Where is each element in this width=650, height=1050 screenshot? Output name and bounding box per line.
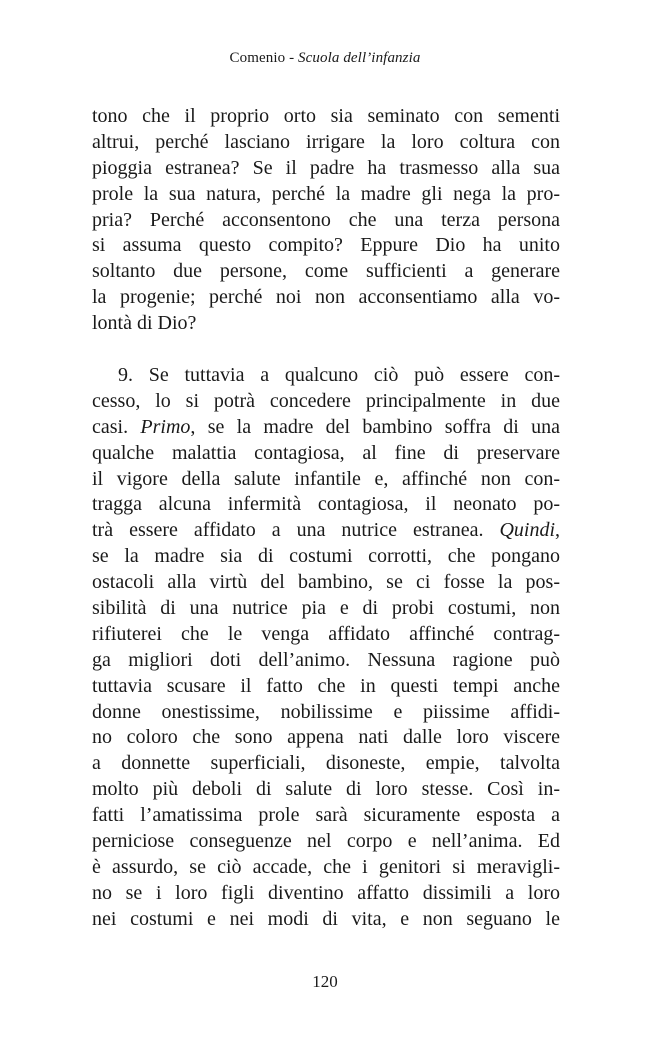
italic-term-quindi: Quindi: [499, 519, 555, 542]
text-line: qualche malattia contagiosa, al fine di preservare: [92, 441, 560, 464]
text-line: fatti l’amatissima prole sarà sicuramente esposta a: [92, 804, 560, 827]
page-number: 120: [312, 972, 338, 991]
text-line: prole la sua natura, perché la madre gli nega la pro-: [92, 182, 560, 205]
text-line: no se i loro figli diventino affatto dissimili a loro: [92, 881, 560, 904]
text-line: no coloro che sono appena nati dalle loro viscere: [92, 726, 560, 749]
header-book-title: Scuola dell’infanzia: [298, 50, 421, 66]
text-line: soltanto due persone, come sufficienti a generare: [92, 260, 560, 283]
text-line: la progenie; perché noi non acconsentiamo alla vo-: [92, 286, 560, 309]
text-run: ,: [555, 519, 560, 542]
text-line: tragga alcuna infermità contagiosa, il neonato po-: [92, 493, 560, 516]
page-body: [92, 104, 560, 933]
text-line: nei costumi e nei modi di vita, e non seguano le: [92, 907, 560, 930]
text-line: [92, 415, 560, 441]
text-line: donne onestissime, nobilissime e piissime affidi-: [92, 700, 560, 723]
text-line: [92, 518, 560, 544]
paragraph-9: [92, 363, 560, 933]
text-line: rifiuterei che le venga affidato affinché contrag-: [92, 622, 560, 645]
running-header: [0, 50, 650, 67]
header-author: Comenio: [229, 50, 286, 66]
text-run: , se la madre del bambino soffra di una: [190, 415, 561, 438]
text-line: perniciose conseguenze nel corpo e nell’anima. Ed: [92, 830, 560, 853]
text-line: molto più deboli di salute di loro stesse. Così in-: [92, 778, 560, 801]
paragraph-gap: [92, 337, 560, 363]
text-line: è assurdo, se ciò accade, che i genitori si meravigli-: [92, 855, 560, 878]
text-run: trà essere affidato a una nutrice estranea.: [92, 519, 500, 542]
italic-term-primo: Primo: [140, 415, 191, 438]
text-run: casi.: [92, 415, 141, 438]
text-line: se la madre sia di costumi corrotti, che pongano: [92, 545, 560, 568]
text-line: tuttavia scusare il fatto che in questi tempi anche: [92, 674, 560, 697]
text-line: tono che il proprio orto sia seminato con sementi: [92, 105, 560, 127]
text-line: cesso, lo si potrà concedere principalmente in due: [92, 389, 560, 412]
header-separator: -: [285, 50, 299, 66]
text-line: 9. Se tuttavia a qualcuno ciò può essere con-: [118, 364, 560, 387]
text-line: pria? Perché acconsentono che una terza persona: [92, 208, 560, 231]
text-line: pioggia estranea? Se il padre ha trasmesso alla sua: [92, 156, 560, 179]
text-line: lontà di Dio?: [92, 312, 197, 335]
text-line: si assuma questo compito? Eppure Dio ha unito: [92, 234, 560, 257]
text-line: altrui, perché lasciano irrigare la loro coltura con: [92, 130, 560, 153]
text-line: sibilità di una nutrice pia e di probi costumi, non: [92, 597, 560, 620]
text-line: ostacoli alla virtù del bambino, se ci fosse la pos-: [92, 571, 560, 594]
text-line: il vigore della salute infantile e, affinché non con-: [92, 467, 560, 490]
text-line: ga migliori doti dell’animo. Nessuna ragione può: [92, 648, 560, 671]
paragraph-continuation: [92, 104, 560, 337]
text-line: a donnette superficiali, disoneste, empie, talvolta: [92, 752, 560, 775]
